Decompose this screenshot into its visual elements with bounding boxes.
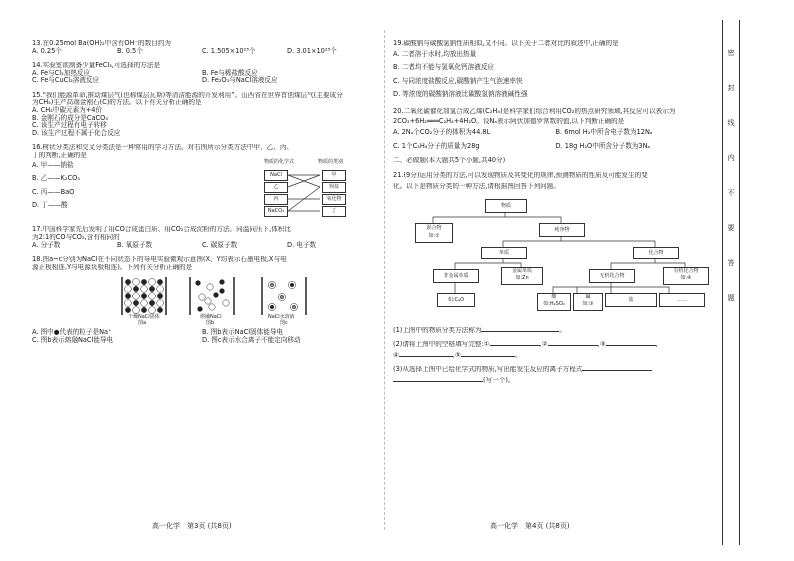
- sub2-b: ,②: [539, 340, 548, 348]
- options: [32, 107, 372, 137]
- option-c: C. 图b表示熔融NaCl能导电: [32, 335, 114, 344]
- options: [32, 70, 372, 85]
- question-stem-line2: 2CO₂+6H₂═══C₂H₄+4H₂O。设Nₐ表示阿伏加德罗常数的值,以下判断正确的是: [393, 118, 625, 126]
- figure-right-item: 氧化物: [322, 194, 346, 205]
- question-18: [32, 256, 372, 344]
- question-stem-line2: 为2:1的CO与CO₂,含有相同的: [32, 233, 120, 241]
- ion-particle-light: [141, 300, 148, 307]
- sub2-e: ④: [393, 352, 399, 360]
- tree-root: 物质: [485, 199, 527, 213]
- conductivity-figure: [32, 271, 372, 329]
- question-17: [32, 226, 372, 249]
- ion-particle-light: [149, 293, 156, 300]
- ion-particle-dark: [149, 301, 154, 306]
- acid-example: 如:H₂SO₄: [543, 300, 565, 307]
- ion-particle-light: [133, 279, 140, 286]
- tree-inorganic: 无机化合物: [589, 269, 635, 283]
- ion-particle-dark: [157, 294, 162, 299]
- tree-leaf-nonmetal-example: 如:C₆O: [437, 293, 475, 307]
- ion-particle-light: [125, 300, 132, 307]
- question-13: [32, 40, 372, 55]
- option-a: A. 图中●代表的粒子是Na⁺: [32, 328, 112, 337]
- question-stem: 13.在0.25mol Ba(OH)₂中含有OH⁻的数目约为: [32, 40, 172, 47]
- ion-particle-dark: [141, 294, 146, 299]
- seal-char: 封: [727, 84, 735, 92]
- answer-blank[interactable]: [582, 370, 652, 371]
- hydrated-ion: [290, 283, 294, 287]
- figure-right-item: 甲: [322, 170, 346, 181]
- options: [393, 129, 718, 150]
- options: [393, 51, 718, 99]
- option-c: C. 1个C₂H₄分子的质量为28g: [393, 141, 480, 150]
- question-stem: 20.二氧化碳催化加氢合成乙烯(C₂H₄)是科学家们综合利用CO₂的热点研究领域,其反应可以表示为: [393, 107, 676, 115]
- ion-particle-light: [205, 298, 211, 304]
- question-stem: 21.(9分)运用分类的方法,可以发现物质及其变化的规律,预测物质的性质及可能发生的变: [393, 171, 648, 179]
- figure-connector-lines: [250, 160, 370, 220]
- option-b: B. Fe与稀盐酸反应: [202, 68, 258, 77]
- sub3-text: (3)从选择上图中已给化学式的物质,写出能发生反应的离子方程式: [393, 365, 583, 373]
- question-14: [32, 62, 372, 85]
- ion-particle-dark: [141, 308, 146, 313]
- sub1-text: (1)上图中的物质分类方法称为: [393, 326, 482, 334]
- sub-question-3: [393, 366, 718, 374]
- answer-blank[interactable]: [399, 356, 453, 357]
- option-a: A. 2Nₐ个CO₂分子的体积为44.8L: [393, 128, 491, 137]
- base-label: 碱: [585, 293, 591, 300]
- ion-particle-dark: [196, 281, 201, 286]
- option-b: B. 0.5个: [117, 46, 143, 55]
- option-d: D. Fe₂O₃与NaCl溶液反应: [202, 76, 278, 85]
- sub1-end: 。: [559, 326, 567, 334]
- question-16: [32, 144, 372, 219]
- conductivity-diagrams: [32, 273, 372, 319]
- tree-pure: 纯净物: [539, 223, 585, 237]
- option-d: D. 3.01×10²³个: [287, 46, 337, 55]
- answer-blank[interactable]: [490, 345, 540, 346]
- left-page: [32, 40, 372, 344]
- option-c: C. 该生产过程有电子转移: [32, 121, 107, 130]
- sub-question-3-line2: [393, 377, 718, 385]
- left-page-footer: 高一化学 第3页 (共8页): [152, 522, 232, 530]
- metal-example: 如:Zn: [515, 274, 529, 281]
- option-d: D. 电子数: [287, 240, 317, 249]
- question-stem: 17.中国科学家先后发明了用CO合成蛋白质、用CO₂合成淀粉的方法。同温同压下,体积比: [32, 226, 291, 234]
- hydrated-ion: [292, 305, 296, 309]
- ion-particle-dark: [141, 280, 146, 285]
- classification-tree: [393, 195, 718, 327]
- seal-char: 密: [727, 49, 735, 57]
- question-stem: 14.实验室欲制备少量FeCl₃,可选择的方法是: [32, 62, 161, 70]
- seal-char: 要: [727, 224, 735, 232]
- ion-particle-light: [141, 286, 148, 293]
- sub-question-1: [393, 327, 718, 335]
- option-d: D. 该生产过程不属于化合反应: [32, 128, 121, 137]
- tree-organic: [663, 267, 709, 285]
- option-d: D. 图c表示水合离子不能定向移动: [202, 335, 301, 344]
- question-stem: 18.图a~c分别为NaCl在不同状态下的导电实验微观示意图(X、Y均表示石墨电极,X与电: [32, 256, 287, 264]
- mixture-label: 混合物: [426, 224, 442, 231]
- hydrated-ion: [270, 283, 274, 287]
- option-d: D. 18g H₂O中所含分子数为3Nₐ: [555, 141, 651, 150]
- figure-c-caption: NaCl水溶液: [268, 314, 295, 321]
- sub-question-2: [393, 341, 718, 349]
- figure-left-item: NaCO₃: [264, 206, 288, 217]
- option-b: B. 乙——K₂CO₃: [32, 174, 80, 183]
- tree-metal: [501, 267, 543, 285]
- tree-element: 单质: [481, 247, 527, 259]
- ion-particle-light: [199, 294, 205, 300]
- ion-particle-dark: [149, 287, 154, 292]
- answer-blank[interactable]: [481, 331, 559, 332]
- figure-c-label: 图c: [280, 320, 288, 327]
- acid-label: 酸: [551, 293, 557, 300]
- option-d: D. 等浓度的碳酸钠溶液比碳酸氢钠溶液碱性强: [393, 90, 528, 99]
- ion-particle-dark: [133, 287, 138, 292]
- question-19: [393, 40, 718, 99]
- question-20: [393, 108, 718, 150]
- answer-blank[interactable]: [606, 345, 656, 346]
- figure-left-item: 乙: [264, 182, 288, 193]
- tree-leaf-acid: [537, 293, 571, 311]
- options: [32, 242, 372, 250]
- seal-char: 答: [727, 259, 735, 267]
- seal-char: 题: [727, 294, 735, 302]
- tree-leaf-salt: 盐: [605, 293, 657, 307]
- ion-particle-light: [207, 284, 213, 290]
- option-c: C. 1.505×10²³个: [202, 46, 256, 55]
- ion-particle-dark: [125, 308, 130, 313]
- sub3-end: (写一个)。: [483, 377, 515, 385]
- hydrated-ion: [270, 305, 274, 309]
- option-c: C. 丙——BaO: [32, 187, 75, 196]
- ion-particle-light: [149, 279, 156, 286]
- ion-particle-light: [157, 300, 164, 307]
- ion-particle-dark: [198, 307, 203, 312]
- organic-example: 如:④: [680, 274, 692, 281]
- option-b: B. 二者均不能与氢氧化钙溶液反应: [393, 63, 495, 72]
- seal-char: 不: [727, 189, 735, 197]
- section-heading: 二、必做题(本大题共5个小题,共40分): [393, 157, 506, 165]
- tree-leaf-base: [573, 293, 603, 311]
- figure-head-right: 物质的类别: [318, 159, 344, 166]
- tree-mixture: [415, 223, 453, 243]
- answer-blank[interactable]: [393, 381, 483, 382]
- ion-particle-light: [209, 304, 215, 310]
- question-stem-line2: 源正极相连,Y与电源负极相连)。下列有关分析正确的是: [32, 263, 193, 271]
- ion-particle-dark: [157, 308, 162, 313]
- answer-blank[interactable]: [548, 345, 598, 346]
- option-a: A. 分子数: [32, 240, 61, 249]
- figure-b-label: 图b: [206, 320, 215, 327]
- seal-char: 内: [727, 154, 735, 162]
- ion-particle-light: [125, 286, 132, 293]
- figure-right-item: 丁: [322, 206, 346, 217]
- sub2-f: ,⑤: [452, 352, 461, 360]
- ion-particle-dark: [220, 280, 225, 285]
- options: [32, 162, 252, 210]
- tree-leaf-more: ……: [659, 293, 705, 307]
- figure-a-caption: 干燥NaCl固体: [128, 314, 160, 321]
- option-c: C. 碳原子数: [202, 240, 238, 249]
- ion-particle-dark: [133, 301, 138, 306]
- sub-question-2-line2: [393, 352, 718, 360]
- question-stem-line2: 为CH₄)生产高端金刚石(C)的方法。以下有关分析正确的是: [32, 99, 202, 107]
- option-b: B. 氧原子数: [117, 240, 153, 249]
- figure-left-item: 丙: [264, 194, 288, 205]
- seal-char: 线: [727, 119, 735, 127]
- option-b: B. 图b表示NaCl固体能导电: [202, 328, 284, 337]
- right-page-footer: 高一化学 第4页 (共8页): [490, 522, 570, 530]
- ion-particle-dark: [214, 293, 219, 298]
- option-b: B. 金刚石的成分是CaCO₃: [32, 113, 108, 122]
- tree-compound: 化合物: [633, 247, 679, 259]
- question-stem: 19.碳酸钠与碳酸氢钠性质相似,又不同。以下关于二者对比的叙述中,正确的是: [393, 40, 619, 47]
- sub2-text: (2)请将上图中的空格填写完整:①: [393, 340, 490, 348]
- ion-particle-light: [133, 307, 140, 314]
- figure-a-label: 图a: [138, 320, 147, 327]
- sub2-d: ,: [655, 340, 658, 348]
- ion-particle-light: [157, 286, 164, 293]
- option-a: A. Fe与Cl₂加热反应: [32, 68, 91, 77]
- ion-particle-dark: [125, 294, 130, 299]
- ion-particle-dark: [220, 289, 225, 294]
- right-page: [393, 40, 718, 385]
- ion-particle-dark: [157, 280, 162, 285]
- option-a: A. 二者溶于水时,均放出热量: [393, 49, 477, 58]
- question-stem-line2: 化。以下是物质分类的一种方法,请根据图回答下列问题。: [393, 183, 560, 191]
- option-a: A. 0.25个: [32, 46, 62, 55]
- figure-right-item: 钡盐: [322, 182, 346, 193]
- ion-particle-light: [149, 307, 156, 314]
- option-c: C. 与同浓度盐酸反应,碳酸钠产生气泡速率快: [393, 76, 523, 85]
- options: [32, 48, 372, 56]
- question-15: [32, 92, 372, 137]
- question-21: [393, 172, 718, 385]
- option-b: B. 6mol H₂中所含电子数为12Nₐ: [555, 128, 653, 137]
- ion-particle-light: [133, 293, 140, 300]
- option-d: D. 丁——酸: [32, 201, 68, 210]
- option-a: A. 甲——钠盐: [32, 160, 74, 169]
- ion-particle-light: [223, 300, 229, 306]
- sub2-g: 。: [514, 352, 522, 360]
- answer-blank[interactable]: [461, 356, 515, 357]
- tree-nonmetal: 非金属单质: [433, 269, 479, 283]
- page-divider: [384, 30, 385, 530]
- base-example: 如:③: [582, 300, 594, 307]
- figure-head-left: 物质的化学式: [264, 159, 295, 166]
- question-stem: 16.树状分类法和交叉分类法是一种常用的学习方法。对右图所示分类方法中甲、乙、丙、: [32, 144, 294, 152]
- options: [32, 329, 372, 344]
- sub2-c: ,③: [597, 340, 606, 348]
- hydrated-ion: [280, 295, 284, 299]
- figure-left-item: NaCl: [264, 170, 288, 181]
- figure-b-caption: 熔融NaCl: [200, 314, 222, 321]
- seal-line-text: [726, 50, 736, 330]
- classification-figure: [250, 160, 370, 220]
- question-stem: 15.“我们能源革命,推动煤层气(也称煤层瓦斯)等清洁能源的开发利用”。山西省在世界首创煤层气(主要成分: [32, 91, 343, 99]
- mixture-example: 如:①: [428, 232, 440, 239]
- organic-label: 有机化合物: [673, 267, 699, 274]
- ion-particle-dark: [125, 280, 130, 285]
- option-a: A. CH₄中碳元素为+4价: [32, 106, 103, 115]
- question-stem-line2: 丁的判断,正确的是: [32, 151, 87, 159]
- metal-label: 金属单质: [511, 267, 532, 274]
- option-c: C. Fe与CuCl₂溶液反应: [32, 76, 100, 85]
